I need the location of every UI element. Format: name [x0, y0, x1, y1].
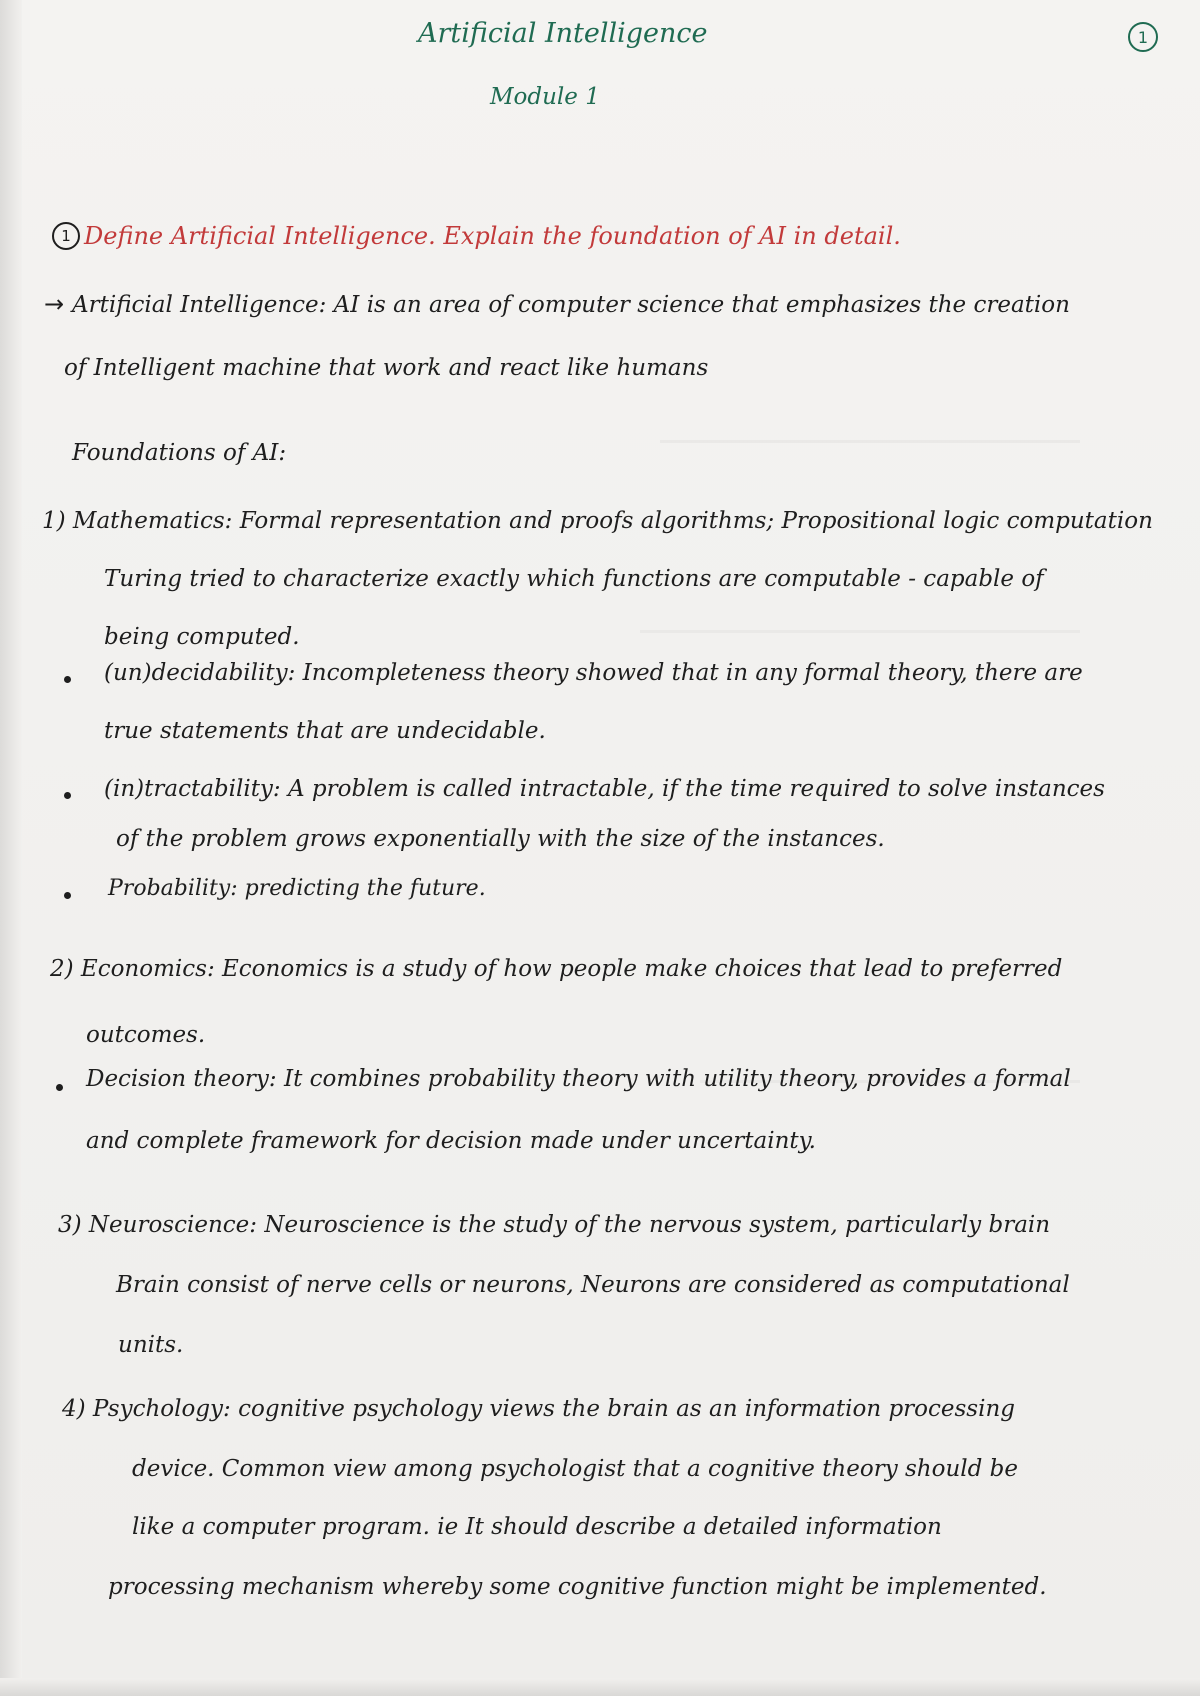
probability-line: Probability: predicting the future. — [108, 876, 486, 901]
mathematics-line-1: 1) Mathematics: Formal representation and proofs algorithms; Propositional logic computation — [42, 508, 1153, 534]
neuroscience-line-2: Brain consist of nerve cells or neurons, Neurons are considered as computational — [116, 1272, 1070, 1298]
tractability-line-2: of the problem grows exponentially with the size of the instances. — [116, 826, 885, 852]
economics-line-1: 2) Economics: Economics is a study of how people make choices that lead to preferred — [50, 956, 1063, 982]
decidability-line-1: (un)decidability: Incompleteness theory showed that in any formal theory, there are — [104, 660, 1083, 686]
psychology-line-2: device. Common view among psychologist that a cognitive theory should be — [132, 1456, 1019, 1482]
bullet-point-icon — [64, 676, 71, 683]
bullet-point-icon — [64, 792, 71, 799]
page-number: 1 — [1137, 27, 1149, 47]
page-title: Artificial Intelligence — [418, 18, 708, 49]
bleed-through-mark — [640, 630, 1080, 633]
bullet-point-icon — [56, 1084, 63, 1091]
bullet-point-icon — [64, 892, 71, 899]
economics-line-2: outcomes. — [86, 1022, 206, 1048]
page-number-badge — [1128, 22, 1158, 52]
question-text: Define Artificial Intelligence. Explain the foundation of AI in detail. — [84, 222, 901, 250]
mathematics-line-2: Turing tried to characterize exactly which functions are computable - capable of — [104, 566, 1044, 592]
neuroscience-line-3: units. — [118, 1332, 184, 1358]
decision-theory-line-2: and complete framework for decision made under uncertainty. — [86, 1128, 816, 1154]
decidability-line-2: true statements that are undecidable. — [104, 718, 546, 744]
mathematics-line-3: being computed. — [104, 624, 300, 650]
decision-theory-line-1: Decision theory: It combines probability theory with utility theory, provides a formal — [86, 1066, 1071, 1092]
foundations-heading: Foundations of AI: — [72, 440, 287, 466]
neuroscience-line-1: 3) Neuroscience: Neuroscience is the study of the nervous system, particularly brain — [58, 1212, 1051, 1238]
definition-line-2: of Intelligent machine that work and react like humans — [64, 355, 709, 381]
question-number-badge — [52, 222, 80, 250]
answer-arrow-icon: → — [44, 290, 65, 318]
module-heading: Module 1 — [490, 84, 600, 110]
bleed-through-mark — [660, 440, 1080, 443]
psychology-line-4: processing mechanism whereby some cognitive function might be implemented. — [108, 1574, 1047, 1600]
definition-line-1: Artificial Intelligence: AI is an area of computer science that emphasizes the creation — [72, 292, 1070, 318]
psychology-line-3: like a computer program. ie It should describe a detailed information — [132, 1514, 942, 1540]
psychology-line-1: 4) Psychology: cognitive psychology views the brain as an information processing — [62, 1396, 1016, 1422]
page-shadow-bottom — [0, 1678, 1200, 1696]
tractability-line-1: (in)tractability: A problem is called intractable, if the time required to solve instances — [104, 776, 1105, 802]
page-shadow-left — [0, 0, 22, 1696]
question-number: 1 — [61, 227, 71, 245]
